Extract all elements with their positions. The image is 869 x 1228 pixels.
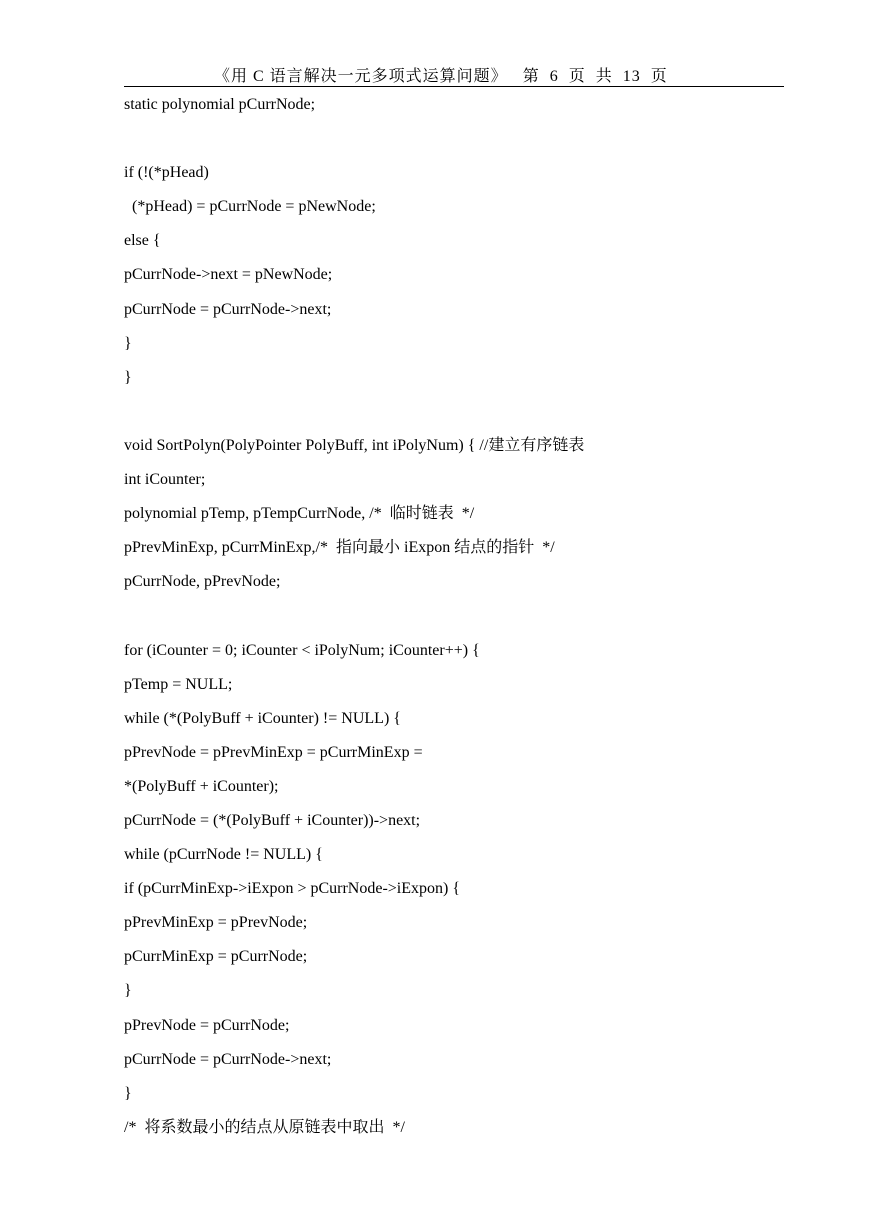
code-line: } bbox=[124, 334, 132, 352]
code-line: pPrevNode = pCurrNode; bbox=[124, 1016, 290, 1034]
code-line: pCurrNode, pPrevNode; bbox=[124, 573, 281, 591]
code-line: else { bbox=[124, 232, 161, 250]
code-line bbox=[124, 399, 804, 433]
document-title: 《用 C 语言解决一元多项式运算问题》 bbox=[214, 68, 508, 85]
code-line: pCurrNode = pCurrNode->next; bbox=[124, 300, 332, 318]
page-header bbox=[124, 60, 784, 87]
code-line: } bbox=[124, 1084, 132, 1102]
code-block bbox=[124, 92, 804, 1149]
code-line: pTemp = NULL; bbox=[124, 675, 233, 693]
code-line: for (iCounter = 0; iCounter < iPolyNum; iCounter++) { bbox=[124, 641, 480, 659]
code-line: while (pCurrNode != NULL) { bbox=[124, 846, 323, 864]
code-line: if (!(*pHead) bbox=[124, 164, 209, 182]
code-line: (*pHead) = pCurrNode = pNewNode; bbox=[124, 198, 376, 216]
code-line: polynomial pTemp, pTempCurrNode, /* 临时链表 */ bbox=[124, 505, 475, 523]
code-line: void SortPolyn(PolyPointer PolyBuff, int iPolyNum) { //建立有序链表 bbox=[124, 436, 585, 454]
code-line: int iCounter; bbox=[124, 471, 206, 489]
code-line: pCurrNode->next = pNewNode; bbox=[124, 266, 333, 284]
code-line: pCurrNode = (*(PolyBuff + iCounter))->next; bbox=[124, 811, 421, 829]
code-line: *(PolyBuff + iCounter); bbox=[124, 777, 279, 795]
code-line: static polynomial pCurrNode; bbox=[124, 96, 316, 113]
header-text bbox=[214, 63, 668, 86]
page-number: 第 6 页 共 13 页 bbox=[522, 68, 668, 85]
code-line: pPrevMinExp = pPrevNode; bbox=[124, 914, 308, 932]
code-line: pPrevNode = pPrevMinExp = pCurrMinExp = bbox=[124, 743, 423, 761]
code-line bbox=[124, 603, 804, 637]
code-line: while (*(PolyBuff + iCounter) != NULL) { bbox=[124, 709, 401, 727]
code-line bbox=[124, 126, 804, 160]
code-line: /* 将系数最小的结点从原链表中取出 */ bbox=[124, 1118, 405, 1136]
code-line: pCurrNode = pCurrNode->next; bbox=[124, 1050, 332, 1068]
code-line: if (pCurrMinExp->iExpon > pCurrNode->iExpon) { bbox=[124, 880, 461, 898]
code-line: } bbox=[124, 368, 132, 386]
code-line: } bbox=[124, 982, 132, 1000]
code-line: pPrevMinExp, pCurrMinExp,/* 指向最小 iExpon 结点的指针 */ bbox=[124, 539, 555, 557]
code-line: pCurrMinExp = pCurrNode; bbox=[124, 948, 308, 966]
